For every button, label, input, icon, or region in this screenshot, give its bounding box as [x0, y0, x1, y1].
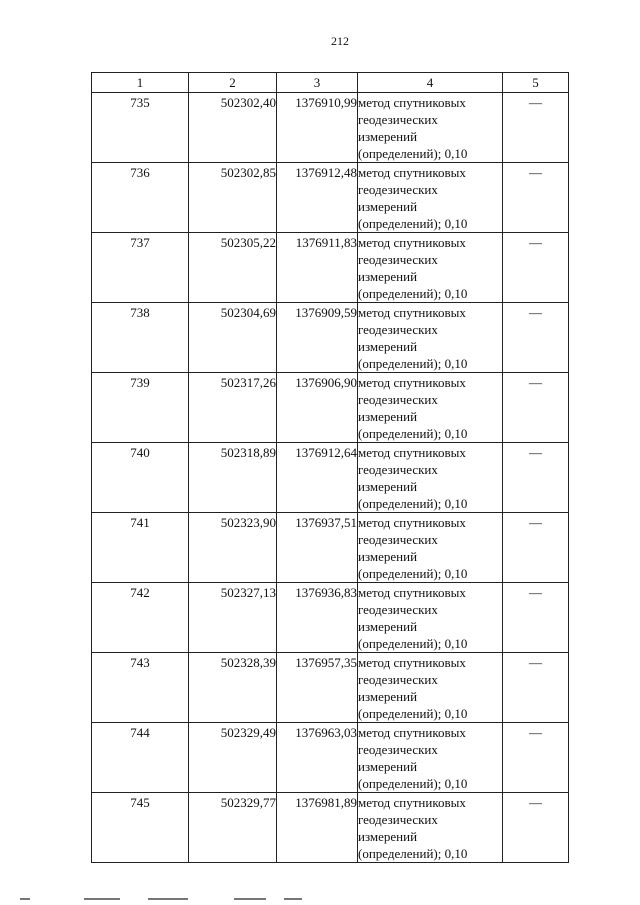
method-line: метод спутниковых	[358, 795, 466, 810]
method-description	[358, 443, 503, 513]
table-row	[92, 233, 569, 303]
method-description	[358, 373, 503, 443]
column-header-3: 3	[277, 73, 358, 93]
method-line: геодезических	[358, 252, 438, 267]
coordinate-y: 1376912,64	[277, 443, 358, 513]
table-row	[92, 513, 569, 583]
note-cell: —	[503, 583, 569, 653]
table-row	[92, 163, 569, 233]
method-line: (определений); 0,10	[358, 776, 468, 791]
method-line: геодезических	[358, 532, 438, 547]
method-line: измерений	[358, 129, 418, 144]
method-line: геодезических	[358, 462, 438, 477]
method-description	[358, 163, 503, 233]
page-number: 212	[331, 34, 349, 48]
point-number: 742	[92, 583, 189, 653]
point-number: 741	[92, 513, 189, 583]
method-line: метод спутниковых	[358, 445, 466, 460]
method-line: геодезических	[358, 112, 438, 127]
header-row	[92, 73, 569, 93]
method-line: измерений	[358, 689, 418, 704]
coordinate-y: 1376912,48	[277, 163, 358, 233]
method-line: геодезических	[358, 322, 438, 337]
coordinate-x: 502329,77	[189, 793, 277, 863]
method-line: геодезических	[358, 392, 438, 407]
method-line: (определений); 0,10	[358, 356, 468, 371]
method-line: метод спутниковых	[358, 585, 466, 600]
point-number: 743	[92, 653, 189, 723]
method-line: измерений	[358, 269, 418, 284]
method-line: метод спутниковых	[358, 95, 466, 110]
coordinate-x: 502302,85	[189, 163, 277, 233]
method-line: (определений); 0,10	[358, 496, 468, 511]
note-cell: —	[503, 93, 569, 163]
scan-artifact	[20, 898, 320, 902]
coordinate-x: 502305,22	[189, 233, 277, 303]
coordinate-y: 1376937,51	[277, 513, 358, 583]
table-body	[92, 93, 569, 863]
column-header-1: 1	[92, 73, 189, 93]
coordinate-y: 1376910,99	[277, 93, 358, 163]
method-line: метод спутниковых	[358, 235, 466, 250]
column-header-2: 2	[189, 73, 277, 93]
method-description	[358, 653, 503, 723]
method-line: метод спутниковых	[358, 655, 466, 670]
table-row	[92, 373, 569, 443]
method-line: измерений	[358, 549, 418, 564]
coordinate-x: 502323,90	[189, 513, 277, 583]
table-row	[92, 723, 569, 793]
table-header	[92, 73, 569, 93]
note-cell: —	[503, 443, 569, 513]
coordinate-y: 1376957,35	[277, 653, 358, 723]
table-row	[92, 303, 569, 373]
method-description	[358, 233, 503, 303]
column-header-5: 5	[503, 73, 569, 93]
note-cell: —	[503, 373, 569, 443]
note-cell: —	[503, 233, 569, 303]
method-description	[358, 723, 503, 793]
point-number: 745	[92, 793, 189, 863]
method-line: (определений); 0,10	[358, 146, 468, 161]
method-line: измерений	[358, 759, 418, 774]
note-cell: —	[503, 163, 569, 233]
method-line: измерений	[358, 619, 418, 634]
method-line: метод спутниковых	[358, 305, 466, 320]
method-line: измерений	[358, 339, 418, 354]
table-row	[92, 93, 569, 163]
method-line: измерений	[358, 409, 418, 424]
table-row	[92, 583, 569, 653]
method-description	[358, 583, 503, 653]
coordinates-table	[91, 72, 569, 863]
table-row	[92, 793, 569, 863]
method-line: (определений); 0,10	[358, 426, 468, 441]
table-row	[92, 653, 569, 723]
coordinate-y: 1376936,83	[277, 583, 358, 653]
coordinate-x: 502328,39	[189, 653, 277, 723]
method-line: измерений	[358, 479, 418, 494]
method-line: геодезических	[358, 602, 438, 617]
method-line: (определений); 0,10	[358, 566, 468, 581]
method-line: метод спутниковых	[358, 515, 466, 530]
coordinate-y: 1376963,03	[277, 723, 358, 793]
point-number: 740	[92, 443, 189, 513]
coordinate-x: 502317,26	[189, 373, 277, 443]
coordinate-x: 502327,13	[189, 583, 277, 653]
coordinate-x: 502304,69	[189, 303, 277, 373]
note-cell: —	[503, 303, 569, 373]
method-line: (определений); 0,10	[358, 286, 468, 301]
method-line: метод спутниковых	[358, 725, 466, 740]
method-line: геодезических	[358, 672, 438, 687]
coordinate-y: 1376909,59	[277, 303, 358, 373]
point-number: 737	[92, 233, 189, 303]
point-number: 736	[92, 163, 189, 233]
coordinate-y: 1376906,90	[277, 373, 358, 443]
coordinate-y: 1376981,89	[277, 793, 358, 863]
method-line: измерений	[358, 199, 418, 214]
coordinate-x: 502329,49	[189, 723, 277, 793]
point-number: 738	[92, 303, 189, 373]
coordinate-x: 502318,89	[189, 443, 277, 513]
note-cell: —	[503, 793, 569, 863]
method-line: измерений	[358, 829, 418, 844]
method-line: геодезических	[358, 182, 438, 197]
method-description	[358, 513, 503, 583]
coordinate-y: 1376911,83	[277, 233, 358, 303]
note-cell: —	[503, 723, 569, 793]
note-cell: —	[503, 653, 569, 723]
point-number: 744	[92, 723, 189, 793]
method-description	[358, 303, 503, 373]
method-line: геодезических	[358, 742, 438, 757]
method-description	[358, 93, 503, 163]
method-line: метод спутниковых	[358, 375, 466, 390]
note-cell: —	[503, 513, 569, 583]
column-header-4: 4	[358, 73, 503, 93]
method-line: метод спутниковых	[358, 165, 466, 180]
method-line: (определений); 0,10	[358, 636, 468, 651]
table-row	[92, 443, 569, 513]
method-line: (определений); 0,10	[358, 216, 468, 231]
point-number: 739	[92, 373, 189, 443]
method-line: (определений); 0,10	[358, 706, 468, 721]
method-description	[358, 793, 503, 863]
coordinate-x: 502302,40	[189, 93, 277, 163]
point-number: 735	[92, 93, 189, 163]
method-line: геодезических	[358, 812, 438, 827]
method-line: (определений); 0,10	[358, 846, 468, 861]
